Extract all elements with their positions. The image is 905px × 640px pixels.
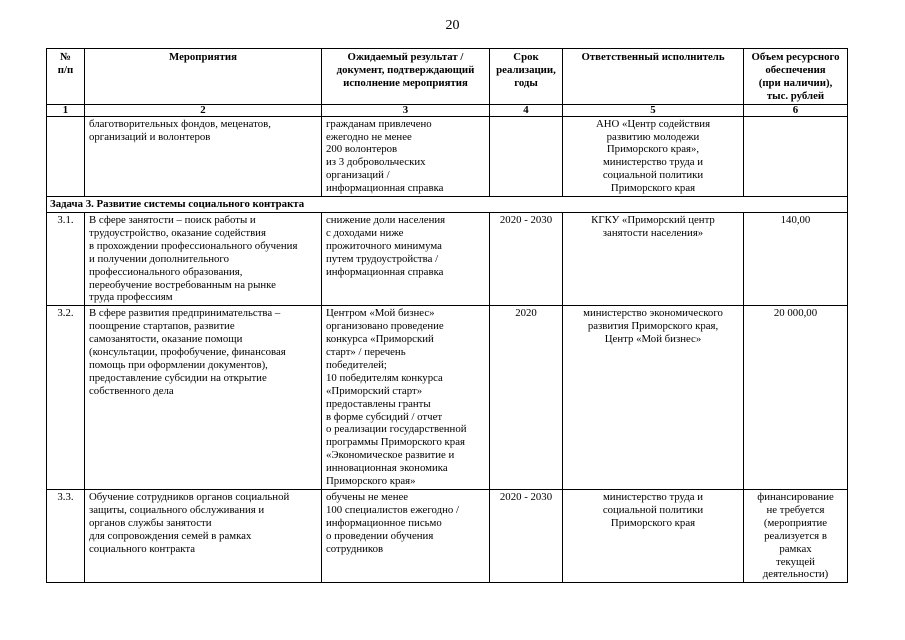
table-header-row [47, 49, 848, 105]
column-number: 2 [85, 104, 322, 116]
task-heading-row [47, 197, 848, 213]
row-result: обучены не менее 100 специалистов ежегодно / информационное письмо о проведении обучения сотрудников [322, 490, 490, 583]
row-period: 2020 - 2030 [490, 490, 563, 583]
row-num: 3.1. [47, 212, 85, 305]
row-executor: КГКУ «Приморский центр занятости населения» [563, 212, 744, 305]
row-executor: АНО «Центр содействия развитию молодежи Приморского края», министерство труда и социальной политики Приморского края [563, 116, 744, 196]
header-activity: Мероприятия [85, 49, 322, 105]
row-period [490, 116, 563, 196]
table-row [47, 490, 848, 583]
row-num [47, 116, 85, 196]
row-result: гражданам привлечено ежегодно не менее 200 волонтеров из 3 добровольческих организаций / информационная справка [322, 116, 490, 196]
row-funding: 140,00 [744, 212, 848, 305]
header-funding: Объем ресурсного обеспечения (при наличии), тыс. рублей [744, 49, 848, 105]
table-row [47, 306, 848, 490]
row-funding: финансирование не требуется (мероприятие реализуется в рамках текущей деятельности) [744, 490, 848, 583]
row-funding [744, 116, 848, 196]
header-executor: Ответственный исполнитель [563, 49, 744, 105]
row-num: 3.2. [47, 306, 85, 490]
column-number: 1 [47, 104, 85, 116]
column-number: 5 [563, 104, 744, 116]
row-period: 2020 [490, 306, 563, 490]
row-activity: В сфере занятости – поиск работы и трудоустройство, оказание содействия в прохождении профессионального обучения и получении дополнительного профессионального образования, переобучение востребованным на рынке труда профессиям [85, 212, 322, 305]
row-activity: благотворительных фондов, меценатов, организаций и волонтеров [85, 116, 322, 196]
table-row [47, 212, 848, 305]
row-num: 3.3. [47, 490, 85, 583]
activities-table [46, 48, 848, 583]
header-result: Ожидаемый результат / документ, подтверждающий исполнение мероприятия [322, 49, 490, 105]
row-period: 2020 - 2030 [490, 212, 563, 305]
row-result: Центром «Мой бизнес» организовано проведение конкурса «Приморский старт» / перечень победителей; 10 победителям конкурса «Приморский старт» предоставлены гранты в форме субсидий / отчет о реализации государственной программы Приморского края «Экономическое развитие и инновационная экономика Приморского края» [322, 306, 490, 490]
task-title: Задача 3. Развитие системы социального контракта [47, 197, 848, 213]
row-executor: министерство экономического развития Приморского края, Центр «Мой бизнес» [563, 306, 744, 490]
page-number: 20 [445, 18, 460, 33]
table-row [47, 116, 848, 196]
column-number: 3 [322, 104, 490, 116]
row-activity: Обучение сотрудников органов социальной защиты, социального обслуживания и органов службы занятости для сопровождения семей в рамках социального контракта [85, 490, 322, 583]
header-period: Срок реализации, годы [490, 49, 563, 105]
row-activity: В сфере развития предпринимательства – поощрение стартапов, развитие самозанятости, оказание помощи (консультации, профобучение, финансовая помощь при оформлении документов), предоставление субсидии на открытие собственного дела [85, 306, 322, 490]
row-funding: 20 000,00 [744, 306, 848, 490]
column-number-row [47, 104, 848, 116]
column-number: 4 [490, 104, 563, 116]
row-result: снижение доли населения с доходами ниже прожиточного минимума путем трудоустройства / информационная справка [322, 212, 490, 305]
column-number: 6 [744, 104, 848, 116]
header-num: № п/п [47, 49, 85, 105]
row-executor: министерство труда и социальной политики Приморского края [563, 490, 744, 583]
